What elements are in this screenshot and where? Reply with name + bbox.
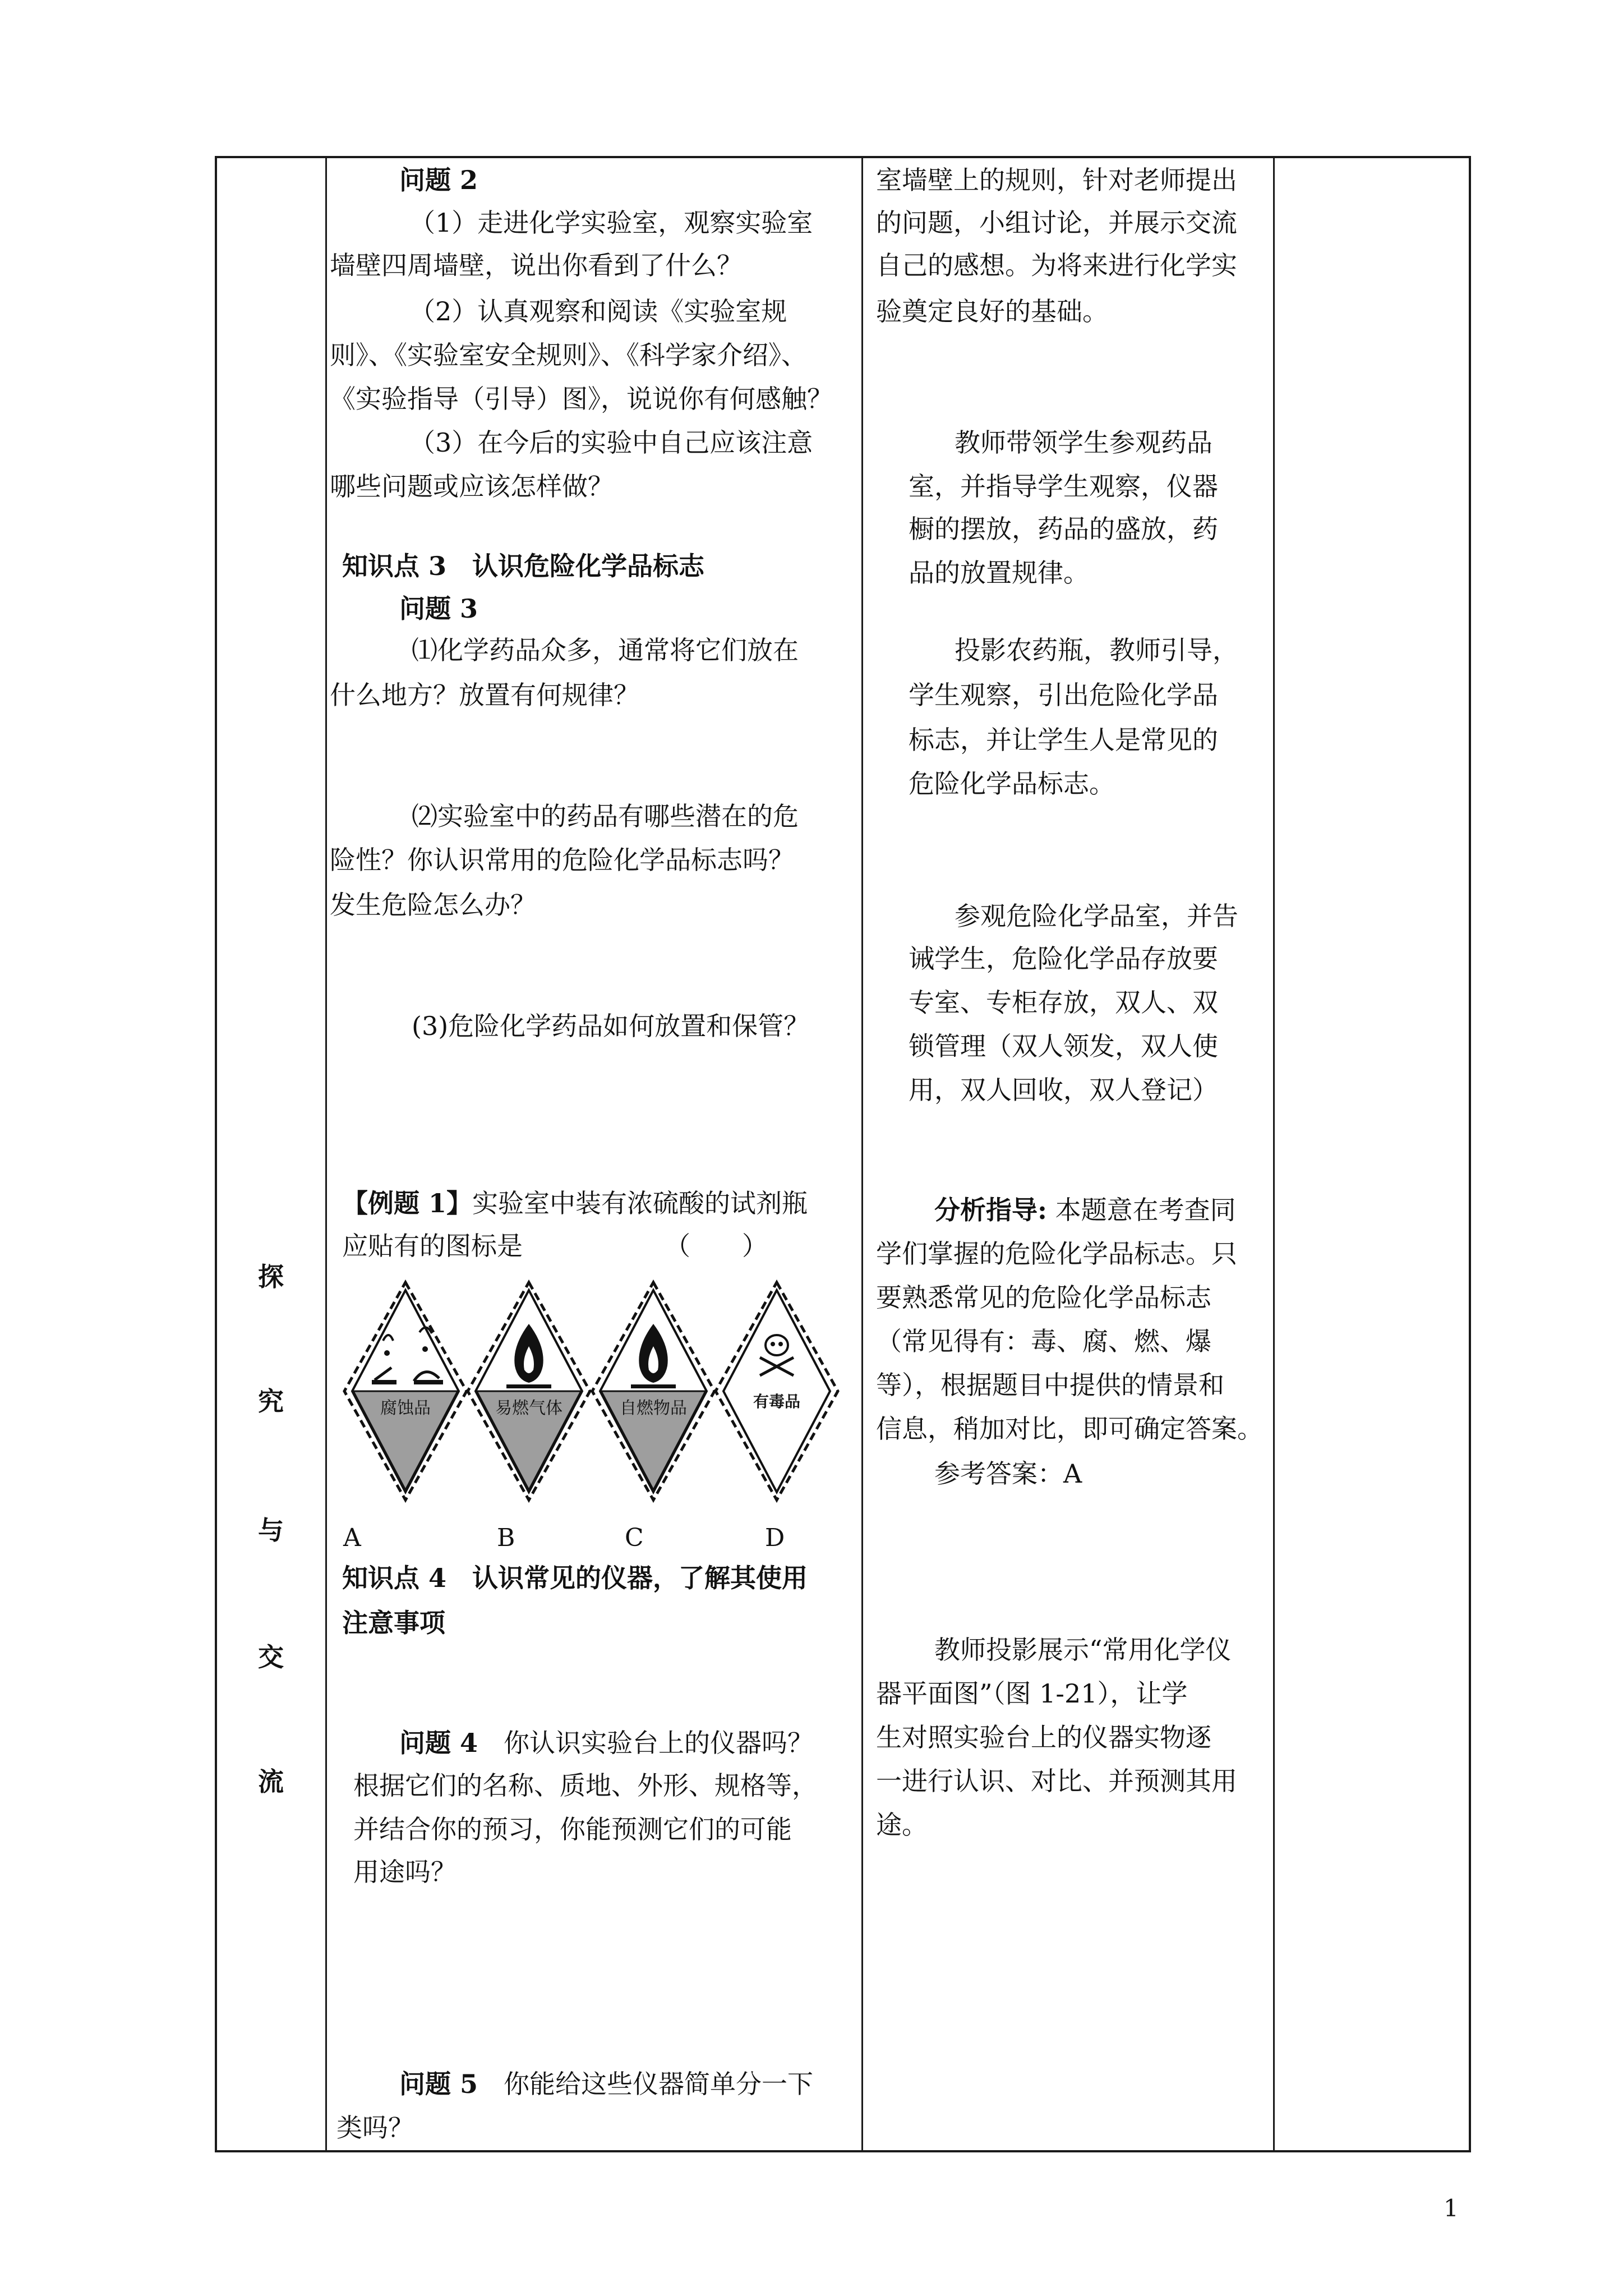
teacher-activity-line: 自己的感想。为将来进行化学实 <box>876 250 1237 280</box>
teacher-activity-line: 参观危险化学品室，并告 <box>955 901 1238 931</box>
teacher-activity-line: 标志，并让学生人是常见的 <box>909 725 1218 755</box>
option-label: B <box>497 1524 515 1552</box>
question-3b-line: 险性？你认识常用的危险化学品标志吗？ <box>330 845 794 875</box>
column-divider-2 <box>861 156 863 2152</box>
analysis-line <box>934 1186 1236 1234</box>
question-2-line: （3）在今后的实验中自己应该注意 <box>409 427 813 458</box>
question-3b-line: 发生危险怎么办？ <box>330 890 536 920</box>
question-3c-line: (3)危险化学药品如何放置和保管？ <box>412 1011 810 1041</box>
question-4-label: 问题 4 <box>399 1728 478 1758</box>
page-number: 1 <box>1444 2194 1459 2222</box>
option-label: D <box>765 1524 785 1552</box>
flammable-gas-sign <box>464 1279 593 1503</box>
question-3a-line: ⑴化学药品众多，通常将它们放在 <box>412 635 799 665</box>
side-label-char: 流 <box>258 1766 284 1797</box>
teacher-activity-line: 生对照实验台上的仪器实物逐 <box>876 1722 1211 1752</box>
knowledge-point-4-heading: 注意事项 <box>342 1608 445 1638</box>
analysis-text: 本题意在考查同 <box>1046 1195 1236 1225</box>
side-label-char: 探 <box>258 1262 284 1292</box>
side-label-char: 与 <box>258 1515 284 1545</box>
option-label: A <box>343 1524 361 1552</box>
question-2-line: 则》、《实验室安全规则》、《科学家介绍》、 <box>330 340 807 370</box>
question-5-line: 类吗？ <box>336 2113 414 2143</box>
question-2-line: 《实验指导（引导）图》，说说你有何感触？ <box>330 384 833 414</box>
question-2-line: （1）走进化学实验室，观察实验室 <box>409 208 813 238</box>
sign-label: 腐蚀品 <box>380 1398 431 1418</box>
analysis-line: 信息，稍加对比，即可确定答案。 <box>876 1414 1263 1444</box>
table-right-border <box>1469 156 1471 2152</box>
teacher-activity-line: 学生观察，引出危险化学品 <box>909 680 1218 710</box>
reference-answer: 参考答案：A <box>934 1458 1082 1489</box>
side-label-char: 交 <box>258 1642 284 1672</box>
question-4-text: 你认识实验台上的仪器吗？ <box>478 1728 814 1758</box>
example-1-label: 【例题 1】 <box>342 1188 473 1218</box>
question-4-line <box>399 1719 813 1767</box>
sign-label: 自燃物品 <box>620 1398 687 1418</box>
knowledge-point-4-heading: 知识点 4 认识常见的仪器，了解其使用 <box>342 1563 808 1593</box>
question-3-title: 问题 3 <box>399 593 478 624</box>
spontaneous-combustion-sign <box>589 1279 718 1503</box>
question-2-line: （2）认真观察和阅读《实验室规 <box>409 296 787 326</box>
toxic-sign <box>712 1279 841 1503</box>
teacher-activity-line: 专室、专柜存放，双人、双 <box>909 987 1218 1018</box>
teacher-activity-line: 锁管理（双人领发，双人使 <box>909 1031 1218 1061</box>
teacher-activity-line: 室墙壁上的规则，针对老师提出 <box>876 165 1237 195</box>
teacher-activity-line: 品的放置规律。 <box>909 558 1089 588</box>
teacher-activity-line: 教师带领学生参观药品 <box>955 427 1212 458</box>
question-2-line: 哪些问题或应该怎样做？ <box>330 471 614 501</box>
teacher-activity-line: 诫学生，危险化学品存放要 <box>909 944 1218 974</box>
analysis-line: 要熟悉常见的危险化学品标志 <box>876 1282 1211 1313</box>
knowledge-point-3-heading: 知识点 3 认识危险化学品标志 <box>342 551 705 581</box>
teacher-activity-line: 用，双人回收，双人登记） <box>909 1075 1218 1105</box>
teacher-activity-line: 一进行认识、对比、并预测其用 <box>876 1766 1237 1796</box>
question-4-line: 根据它们的名称、质地、外形、规格等， <box>353 1770 818 1801</box>
example-1-text: 实验室中装有浓硫酸的试剂瓶 <box>472 1188 808 1218</box>
teacher-activity-line: 投影农药瓶，教师引导， <box>955 635 1238 665</box>
question-3a-line: 什么地方？放置有何规律？ <box>330 680 639 710</box>
sign-label: 易燃气体 <box>495 1398 562 1418</box>
example-1-line <box>342 1179 808 1227</box>
analysis-line: （常见得有：毒、腐、燃、爆 <box>876 1326 1211 1356</box>
side-label-char: 究 <box>258 1386 284 1416</box>
teacher-activity-line: 橱的摆放，药品的盛放，药 <box>909 514 1218 544</box>
question-3b-line: ⑵实验室中的药品有哪些潜在的危 <box>412 801 799 831</box>
question-5-line <box>399 2060 813 2108</box>
teacher-activity-line: 器平面图”（图 1-21），让学 <box>876 1678 1188 1709</box>
option-label: C <box>625 1524 644 1552</box>
question-4-line: 用途吗？ <box>353 1857 457 1887</box>
table-left-border <box>215 156 217 2152</box>
teacher-activity-line: 危险化学品标志。 <box>909 769 1115 799</box>
question-4-line: 并结合你的预习，你能预测它们的可能 <box>353 1814 792 1844</box>
question-5-text: 你能给这些仪器简单分一下 <box>478 2069 814 2099</box>
teacher-activity-line: 途。 <box>876 1810 928 1840</box>
teacher-activity-line: 验奠定良好的基础。 <box>876 296 1108 326</box>
question-2-title: 问题 2 <box>399 165 478 195</box>
analysis-title: 分析指导: <box>934 1195 1047 1225</box>
question-5-label: 问题 5 <box>399 2069 478 2099</box>
corrosive-sign <box>341 1279 470 1503</box>
column-divider-1 <box>325 156 327 2152</box>
question-2-line: 墙壁四周墙壁，说出你看到了什么？ <box>330 250 743 280</box>
teacher-activity-line: 室，并指导学生观察，仪器 <box>909 471 1218 501</box>
teacher-activity-line: 的问题，小组讨论，并展示交流 <box>876 208 1237 238</box>
analysis-line: 等），根据题目中提供的情景和 <box>876 1370 1224 1400</box>
column-divider-3 <box>1273 156 1275 2152</box>
sign-label: 有毒品 <box>753 1392 801 1411</box>
analysis-line: 学们掌握的危险化学品标志。只 <box>876 1239 1237 1269</box>
example-1-line: 应贴有的图标是 （ ） <box>342 1231 768 1261</box>
teacher-activity-line: 教师投影展示“常用化学仪 <box>934 1635 1232 1665</box>
